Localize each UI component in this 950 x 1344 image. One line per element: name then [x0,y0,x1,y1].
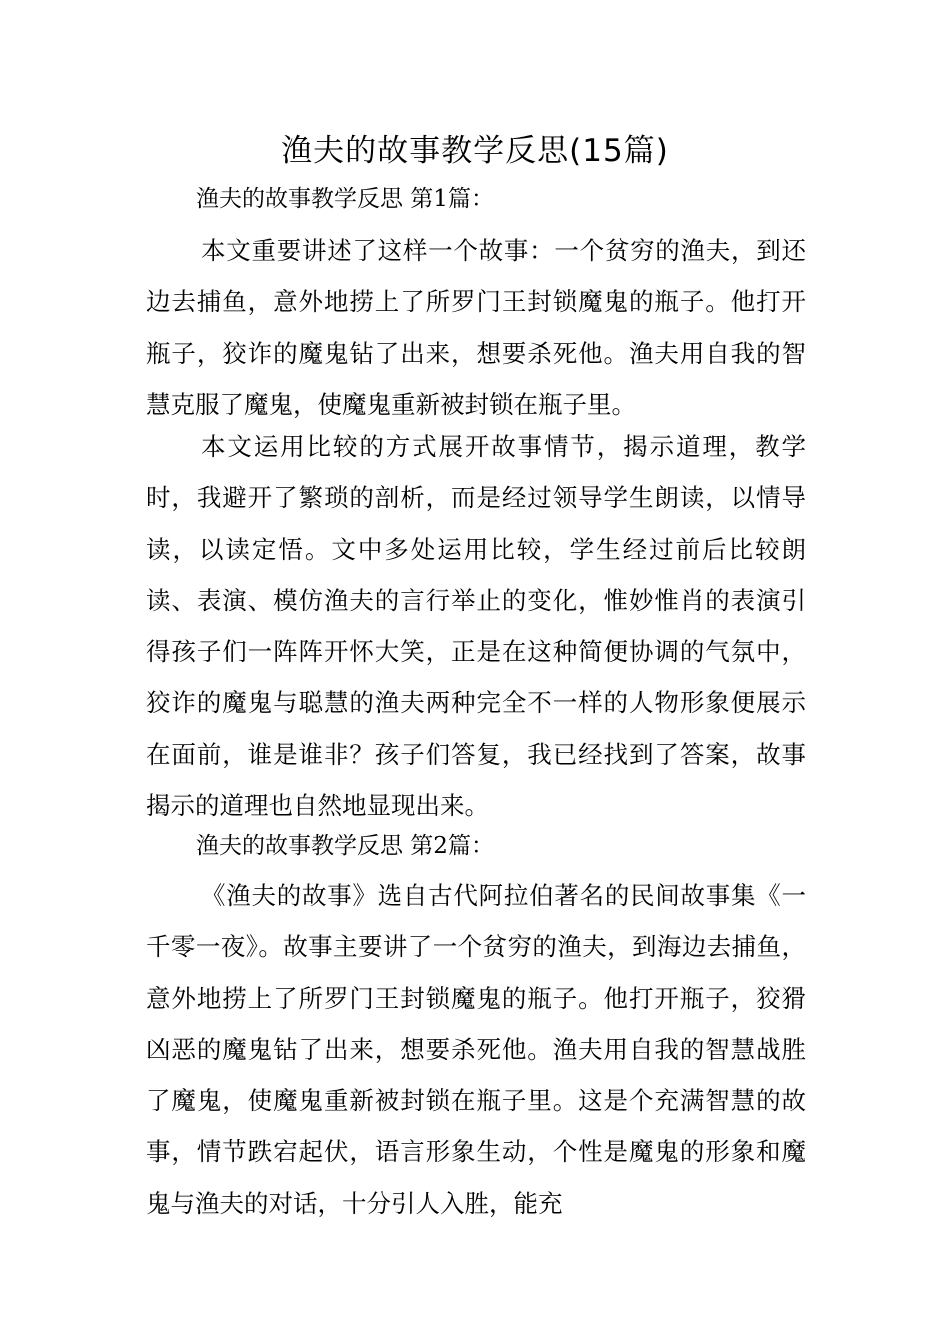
section-heading-1: 渔夫的故事教学反思 第1篇： [196,186,494,212]
section-heading-2: 渔夫的故事教学反思 第2篇： [196,833,494,859]
paragraph-1-2: 本文运用比较的方式展开故事情节，揭示道理，教学时，我避开了繁琐的剖析，而是经过领导学生朗读，以情导读，以读定悟。文中多处运用比较，学生经过前后比较朗读、表演、模仿渔夫的言行举止的变化，惟妙惟肖的表演引得孩子们一阵阵开怀大笑，正是在这种简便协调的气氛中，狡诈的魔鬼与聪慧的渔夫两种完全不一样的人物形象便展示在面前，谁是谁非？孩子们答复，我已经找到了答案，故事揭示的道理也自然地显现出来。 [146,432,806,821]
paragraph-2-1: 《渔夫的故事》选自古代阿拉伯著名的民间故事集《一千零一夜》。故事主要讲了一个贫穷的渔夫，到海边去捕鱼，意外地捞上了所罗门王封锁魔鬼的瓶子。他打开瓶子，狡猾凶恶的魔鬼钻了出来，想要杀死他。渔夫用自我的智慧战胜了魔鬼，使魔鬼重新被封锁在瓶子里。这是个充满智慧的故事，情节跌宕起伏，语言形象生动，个性是魔鬼的形象和魔鬼与渔夫的对话，十分引人入胜，能充 [146,881,806,1218]
document-title: 渔夫的故事教学反思(15篇) [281,133,669,169]
paragraph-1-1: 本文重要讲述了这样一个故事：一个贫穷的渔夫，到还边去捕鱼，意外地捞上了所罗门王封锁魔鬼的瓶子。他打开瓶子，狡诈的魔鬼钻了出来，想要杀死他。渔夫用自我的智慧克服了魔鬼，使魔鬼重新被封锁在瓶子里。 [146,236,806,419]
